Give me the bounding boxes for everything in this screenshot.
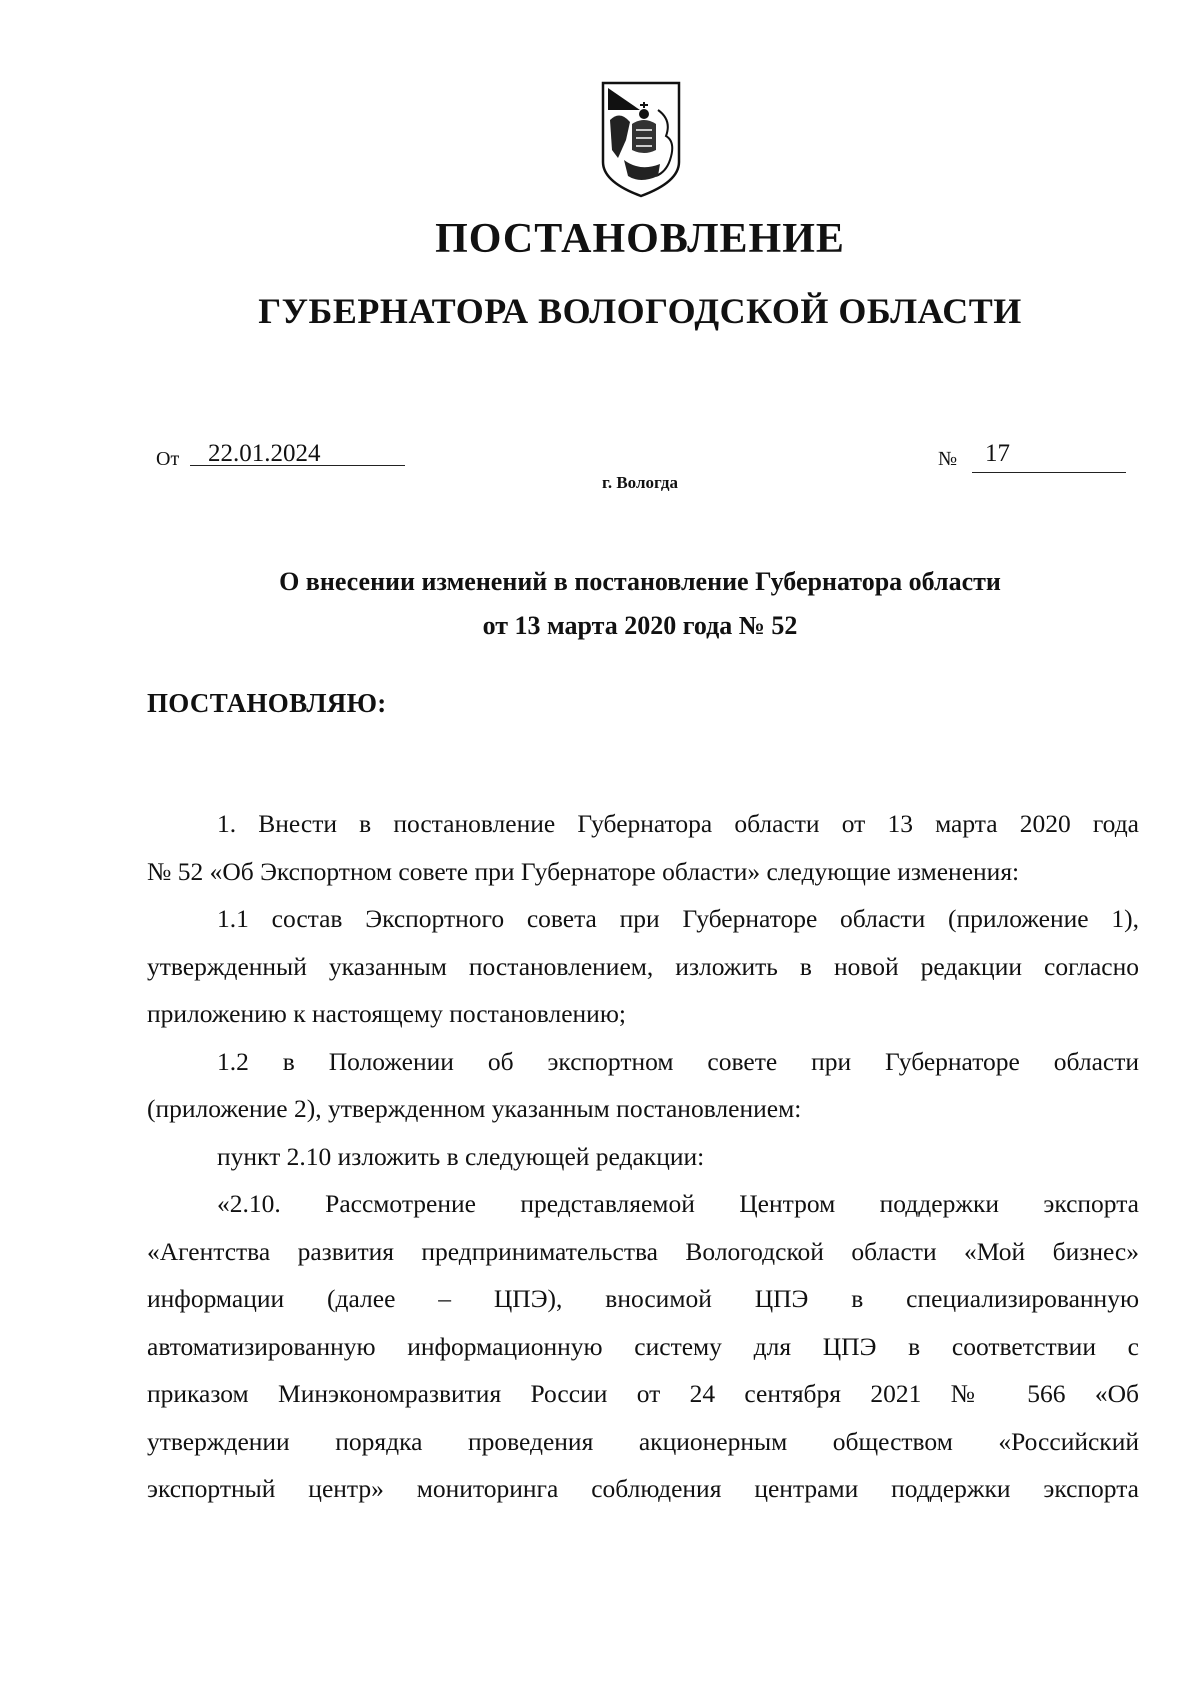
body-line: пункт 2.10 изложить в следующей редакции: — [217, 1141, 705, 1171]
document-title: ПОСТАНОВЛЕНИЕ — [435, 216, 845, 262]
number-prefix: № — [938, 448, 958, 470]
issuer-title: ГУБЕРНАТОРА ВОЛОГОДСКОЙ ОБЛАСТИ — [258, 291, 1022, 331]
subject-line: О внесении изменений в постановление Губернатора области — [279, 567, 1001, 596]
document-date: 22.01.2024 — [208, 440, 321, 467]
body-line: № 52 «Об Экспортном совете при Губернаторе области» следующие изменения: — [147, 856, 1020, 886]
body-line: «2.10. Рассмотрение представляемой Центром поддержки экспорта — [217, 1189, 1139, 1218]
body-line: экспортный центр» мониторинга соблюдения центрами поддержки экспорта — [147, 1474, 1139, 1503]
body-line: 1.1 состав Экспортного совета при Губернаторе области (приложение 1), — [217, 904, 1139, 933]
subject-line: от 13 марта 2020 года № 52 — [482, 611, 798, 640]
document-body — [147, 800, 1139, 1513]
body-line: «Агентства развития предпринимательства Вологодской области «Мой бизнес» — [147, 1236, 1139, 1266]
body-line: 1. Внести в постановление Губернатора области от 13 марта 2020 года — [217, 809, 1139, 838]
document-subject — [150, 560, 1130, 648]
body-line: утвержденный указанным постановлением, изложить в новой редакции согласно — [147, 951, 1139, 981]
city: г. Вологда — [602, 473, 678, 492]
body-line: приложению к настоящему постановлению; — [147, 999, 626, 1028]
decree-word: ПОСТАНОВЛЯЮ: — [147, 688, 387, 718]
body-line: информации (далее – ЦПЭ), вносимой ЦПЭ в специализированную — [147, 1284, 1139, 1313]
date-prefix: От — [156, 448, 180, 470]
body-line: (приложение 2), утвержденном указанным постановлением: — [147, 1094, 802, 1123]
body-line: приказом Минэкономразвития России от 24 сентября 2021 № 566 «Об — [147, 1379, 1139, 1408]
body-line: утверждении порядка проведения акционерным обществом «Российский — [147, 1426, 1139, 1456]
body-line: 1.2 в Положении об экспортном совете при Губернаторе области — [217, 1046, 1139, 1076]
document-number: 17 — [985, 440, 1010, 467]
coat-of-arms-icon — [600, 80, 682, 198]
body-line: автоматизированную информационную систему для ЦПЭ в соответствии с — [147, 1331, 1139, 1361]
